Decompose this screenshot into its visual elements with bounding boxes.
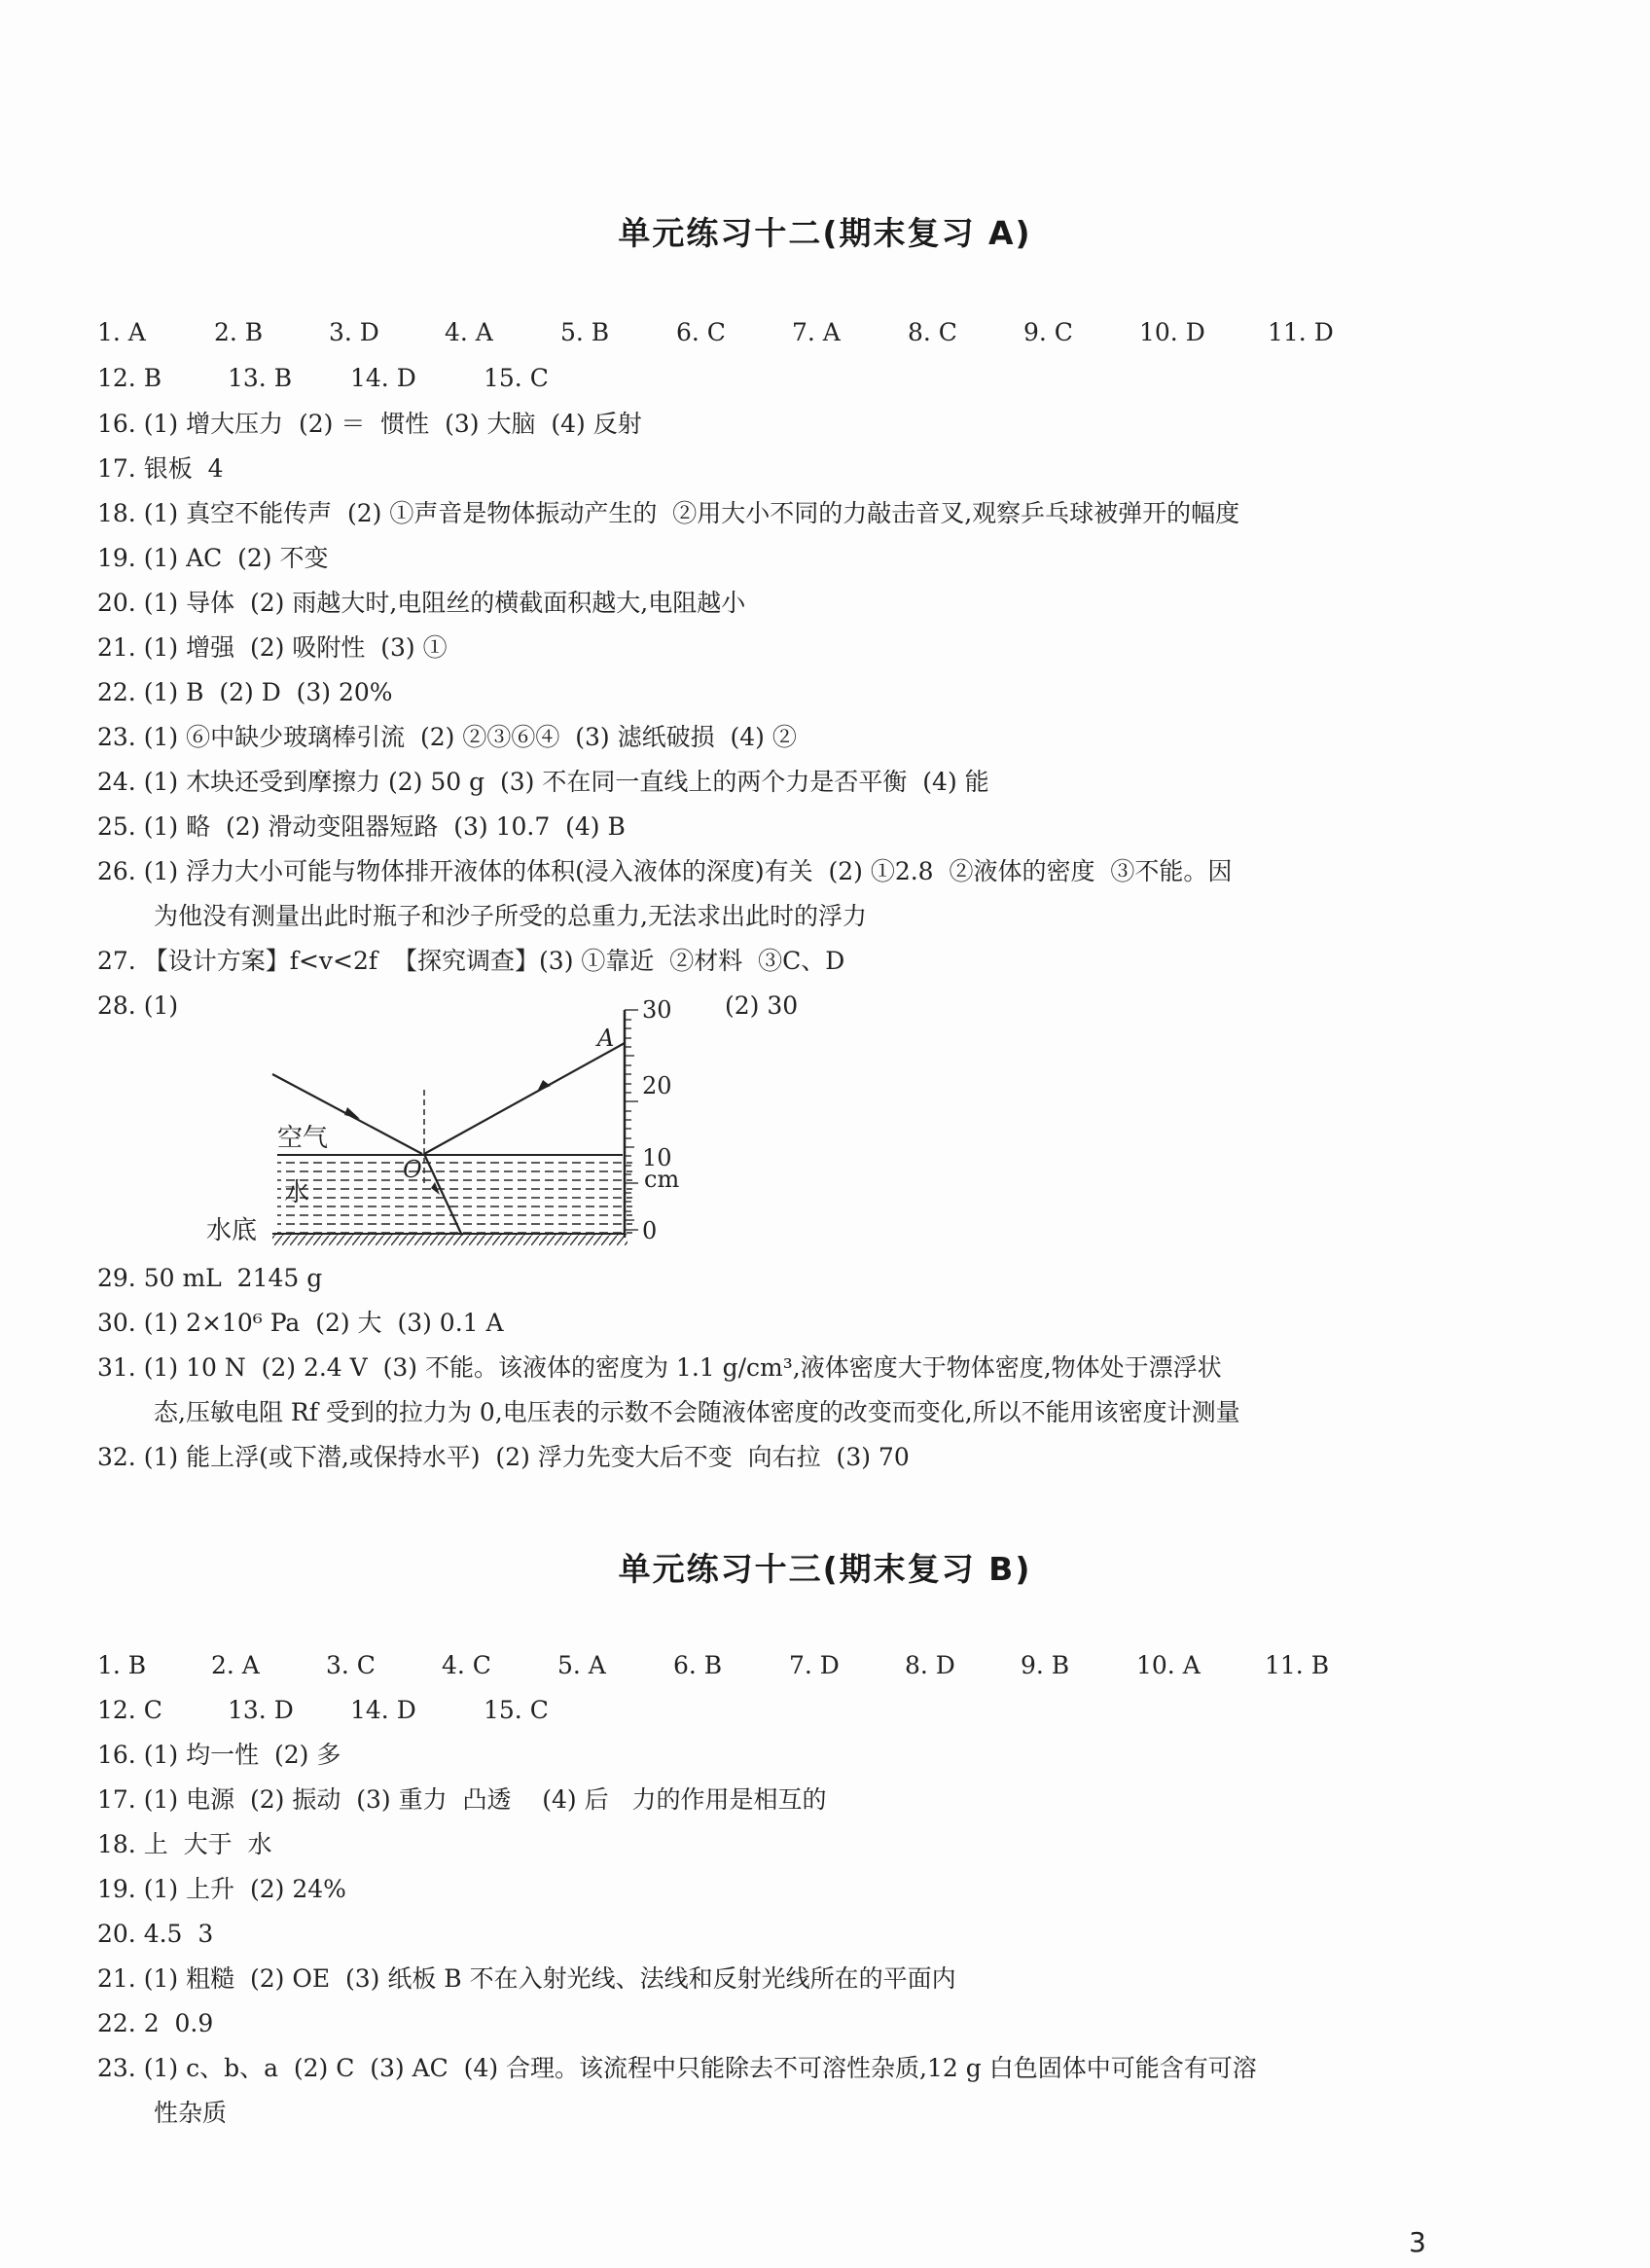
answer-item: 6. C bbox=[676, 318, 726, 346]
bottom-hatch bbox=[272, 1234, 628, 1245]
answer-item: 7. D bbox=[789, 1651, 840, 1679]
answer-b-23: 23. (1) c、b、a (2) C (3) AC (4) 合理。该流程中只能除去不可溶性杂质,12 g 白色固体中可能含有可溶 bbox=[97, 2054, 1257, 2082]
answer-item: 13. D bbox=[228, 1696, 294, 1724]
answer-item: 3. C bbox=[326, 1651, 376, 1679]
bottom-label: 水底 bbox=[206, 1216, 258, 1245]
answer-item: 12. C bbox=[97, 1696, 162, 1724]
section-b-title: 单元练习十三(期末复习 B) bbox=[618, 1550, 1032, 1588]
answer-item: 10. D bbox=[1139, 318, 1205, 346]
answer-21: 21. (1) 增强 (2) 吸附性 (3) ① bbox=[97, 633, 448, 662]
section-b-choice-row-2 bbox=[97, 1696, 549, 1725]
air-label: 空气 bbox=[277, 1124, 329, 1153]
answer-b-23-continued: 性杂质 bbox=[154, 2099, 228, 2127]
section-a-choice-row-2 bbox=[97, 364, 549, 393]
answer-18: 18. (1) 真空不能传声 (2) ①声音是物体振动产生的 ②用大小不同的力敲击音叉,观察乒乓球被弹开的幅度 bbox=[97, 499, 1240, 527]
ruler-unit: cm bbox=[644, 1166, 680, 1193]
answer-23: 23. (1) ⑥中缺少玻璃棒引流 (2) ②③⑥④ (3) 滤纸破损 (4) ② bbox=[97, 723, 797, 751]
answer-31: 31. (1) 10 N (2) 2.4 V (3) 不能。该液体的密度为 1.1 g/cm³,液体密度大于物体密度,物体处于漂浮状 bbox=[97, 1353, 1222, 1382]
answer-b-21: 21. (1) 粗糙 (2) OE (3) 纸板 B 不在入射光线、法线和反射光线所在的平面内 bbox=[97, 1964, 956, 1993]
section-a-title: 单元练习十二(期末复习 A) bbox=[618, 214, 1032, 252]
answer-25: 25. (1) 略 (2) 滑动变阻器短路 (3) 10.7 (4) B bbox=[97, 812, 626, 841]
answer-item: 14. D bbox=[350, 364, 416, 392]
answer-item: 13. B bbox=[228, 364, 293, 392]
page-number: 3 bbox=[1409, 2226, 1426, 2258]
answer-16: 16. (1) 增大压力 (2) ＝ 惯性 (3) 大脑 (4) 反射 bbox=[97, 410, 642, 438]
answer-item: 14. D bbox=[350, 1696, 416, 1724]
answer-item: 10. A bbox=[1136, 1651, 1201, 1679]
answer-item: 3. D bbox=[329, 318, 379, 346]
answer-item: 15. C bbox=[484, 1696, 549, 1724]
section-b-choice-row-1 bbox=[97, 1651, 1330, 1680]
answer-item: 15. C bbox=[484, 364, 549, 392]
answer-item: 5. A bbox=[557, 1651, 606, 1679]
ruler-label-20: 20 bbox=[642, 1072, 672, 1099]
answer-item: 1. B bbox=[97, 1651, 147, 1679]
point-o-label: O bbox=[403, 1156, 422, 1183]
ruler-label-0: 0 bbox=[642, 1217, 658, 1244]
answer-28-label: 28. (1) bbox=[97, 991, 179, 1020]
answer-28-part2: (2) 30 bbox=[725, 991, 799, 1020]
answer-20: 20. (1) 导体 (2) 雨越大时,电阻丝的横截面积越大,电阻越小 bbox=[97, 589, 746, 617]
answer-item: 9. C bbox=[1023, 318, 1073, 346]
answer-b-22: 22. 2 0.9 bbox=[97, 2009, 214, 2037]
answer-item: 2. A bbox=[211, 1651, 260, 1679]
answer-17: 17. 银板 4 bbox=[97, 454, 224, 483]
answer-24: 24. (1) 木块还受到摩擦力 (2) 50 g (3) 不在同一直线上的两个力是否平衡 (4) 能 bbox=[97, 768, 989, 796]
point-a-label: A bbox=[597, 1025, 615, 1052]
ruler-label-30: 30 bbox=[642, 996, 672, 1024]
answer-b-17: 17. (1) 电源 (2) 振动 (3) 重力 凸透 (4) 后 力的作用是相互的 bbox=[97, 1785, 827, 1814]
answer-item: 11. B bbox=[1265, 1651, 1330, 1679]
answer-item: 4. A bbox=[445, 318, 493, 346]
answer-item: 2. B bbox=[214, 318, 264, 346]
answer-29: 29. 50 mL 2145 g bbox=[97, 1264, 323, 1292]
reflected-ray bbox=[424, 1043, 625, 1154]
ruler-label-10: 10 bbox=[642, 1144, 672, 1171]
light-reflection-diagram bbox=[204, 992, 710, 1245]
answer-27: 27. 【设计方案】f<v<2f 【探究调查】(3) ①靠近 ②材料 ③C、D bbox=[97, 947, 845, 975]
answer-32: 32. (1) 能上浮(或下潜,或保持水平) (2) 浮力先变大后不变 向右拉 (3) 70 bbox=[97, 1443, 910, 1471]
answer-26: 26. (1) 浮力大小可能与物体排开液体的体积(浸入液体的深度)有关 (2) ①2.8 ②液体的密度 ③不能。因 bbox=[97, 857, 1233, 885]
answer-31-continued: 态,压敏电阻 Rf 受到的拉力为 0,电压表的示数不会随液体密度的改变而变化,所以不能用该密度计测量 bbox=[154, 1398, 1240, 1426]
answer-item: 12. B bbox=[97, 364, 162, 392]
answer-22: 22. (1) B (2) D (3) 20% bbox=[97, 678, 393, 706]
answer-item: 8. D bbox=[905, 1651, 955, 1679]
answer-item: 9. B bbox=[1021, 1651, 1070, 1679]
answer-b-20: 20. 4.5 3 bbox=[97, 1920, 214, 1948]
answer-item: 8. C bbox=[908, 318, 957, 346]
answer-26-continued: 为他没有测量出此时瓶子和沙子所受的总重力,无法求出此时的浮力 bbox=[154, 902, 867, 930]
answer-item: 11. D bbox=[1268, 318, 1334, 346]
answer-item: 5. B bbox=[560, 318, 610, 346]
answer-b-19: 19. (1) 上升 (2) 24% bbox=[97, 1875, 346, 1903]
answer-b-18: 18. 上 大于 水 bbox=[97, 1830, 272, 1858]
answer-item: 1. A bbox=[97, 318, 146, 346]
answer-item: 4. C bbox=[442, 1651, 491, 1679]
answer-19: 19. (1) AC (2) 不变 bbox=[97, 544, 329, 572]
answer-item: 6. B bbox=[673, 1651, 723, 1679]
answer-b-16: 16. (1) 均一性 (2) 多 bbox=[97, 1741, 341, 1769]
answer-item: 7. A bbox=[792, 318, 841, 346]
answer-30: 30. (1) 2×10⁶ Pa (2) 大 (3) 0.1 A bbox=[97, 1309, 504, 1337]
water-label: 水 bbox=[284, 1178, 310, 1207]
reflected-arrow bbox=[537, 1080, 551, 1092]
section-a-choice-row-1 bbox=[97, 318, 1334, 347]
